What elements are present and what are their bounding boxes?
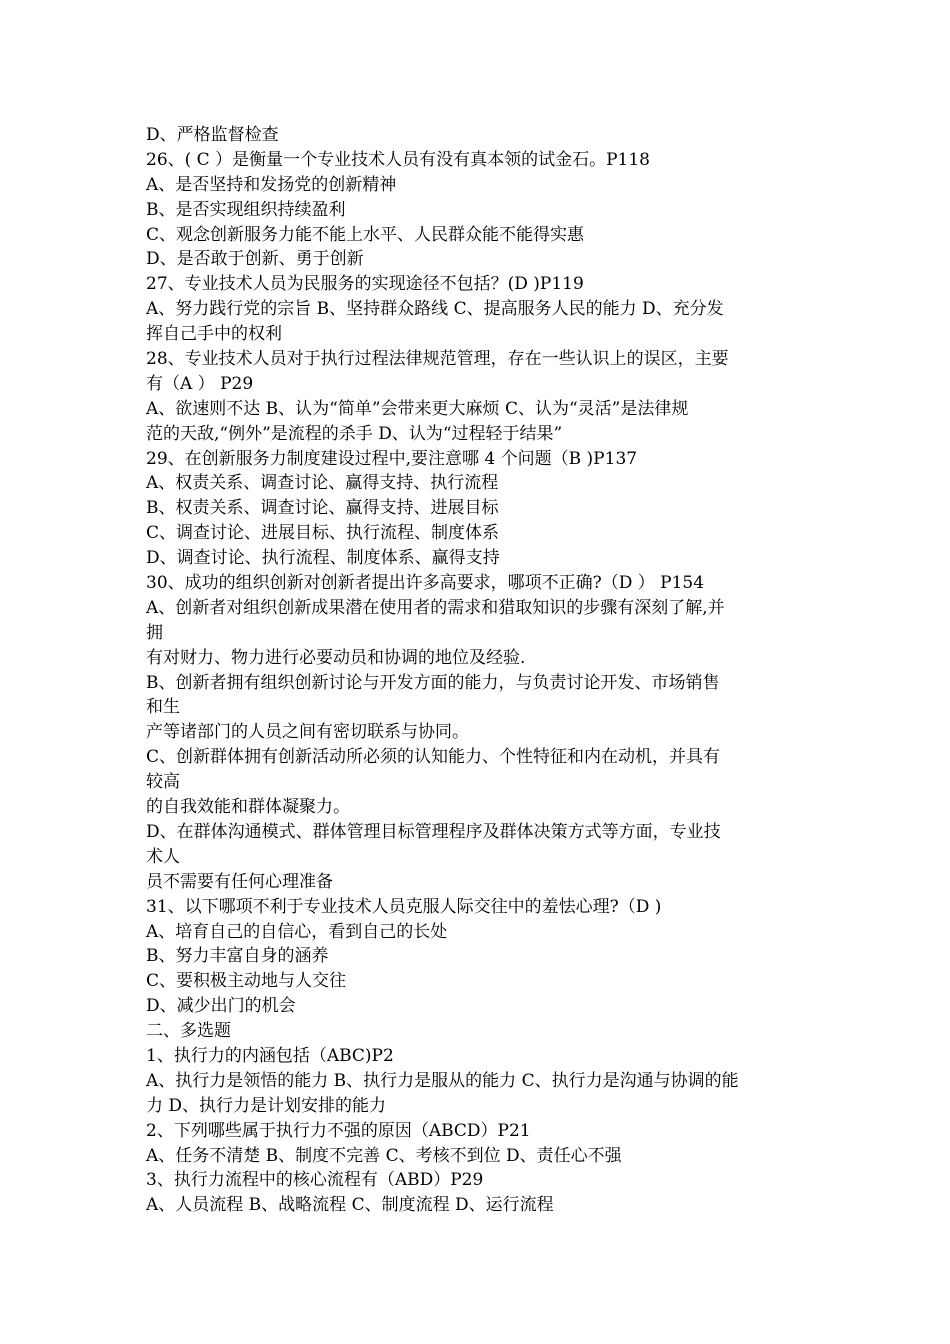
option-line: D、是否敢于创新、勇于创新 <box>146 249 364 270</box>
option-line: 和生 <box>146 697 180 718</box>
option-line: A、人员流程 B、战略流程 C、制度流程 D、运行流程 <box>146 1195 554 1216</box>
option-line: C、要积极主动地与人交往 <box>146 971 347 992</box>
option-line: 范的天敌,“例外”是流程的杀手 D、认为“过程轻于结果” <box>146 423 563 444</box>
option-line: A、欲速则不达 B、认为“简单”会带来更大麻烦 C、认为“灵活”是法律规 <box>146 398 689 419</box>
option-line: A、权责关系、调查讨论、赢得支持、执行流程 <box>146 473 499 494</box>
text-line: D、严格监督检查 <box>146 125 279 145</box>
option-line: A、任务不清楚 B、制度不完善 C、考核不到位 D、责任心不强 <box>146 1145 622 1166</box>
option-line: 力 D、执行力是计划安排的能力 <box>146 1095 387 1116</box>
option-line: 拥 <box>146 622 163 643</box>
option-line: 产等诸部门的人员之间有密切联系与协同。 <box>146 722 469 743</box>
question-26: 26、( C ）是衡量一个专业技术人员有没有真本领的试金石。P118 <box>146 149 650 170</box>
option-line: B、是否实现组织持续盈利 <box>146 199 346 220</box>
option-line: A、执行力是领悟的能力 B、执行力是服从的能力 C、执行力是沟通与协调的能 <box>146 1070 739 1091</box>
option-line: 有对财力、物力进行必要动员和协调的地位及经验. <box>146 647 526 668</box>
option-line: B、权责关系、调查讨论、赢得支持、进展目标 <box>146 498 499 519</box>
option-line: D、在群体沟通模式、群体管理目标管理程序及群体决策方式等方面，专业技 <box>146 821 721 842</box>
option-line: A、努力践行党的宗旨 B、坚持群众路线 C、提高服务人民的能力 D、充分发 <box>146 299 724 320</box>
option-line: B、努力丰富自身的涵养 <box>146 946 329 967</box>
option-line: 挥自己手中的权利 <box>146 324 282 345</box>
question-28-cont: 有（A ） P29 <box>146 373 254 394</box>
question-28: 28、专业技术人员对于执行过程法律规范管理，存在一些认识上的误区，主要 <box>146 349 729 370</box>
mc-question-3: 3、执行力流程中的核心流程有（ABD）P29 <box>146 1170 484 1191</box>
option-line: A、培育自己的自信心，看到自己的长处 <box>146 921 448 942</box>
option-line: 术人 <box>146 846 180 867</box>
option-line: 的自我效能和群体凝聚力。 <box>146 797 350 818</box>
option-line: B、创新者拥有组织创新讨论与开发方面的能力，与负责讨论开发、市场销售 <box>146 672 720 693</box>
question-29: 29、在创新服务力制度建设过程中,要注意哪 4 个问题（B )P137 <box>146 448 638 469</box>
document-body <box>146 123 816 1218</box>
question-30: 30、成功的组织创新对创新者提出许多高要求，哪项不正确?（D ） P154 <box>146 573 705 594</box>
mc-question-1: 1、执行力的内涵包括（ABC)P2 <box>146 1045 394 1066</box>
section-heading-multiple-choice: 二、多选题 <box>146 1021 231 1042</box>
option-line: A、是否坚持和发扬党的创新精神 <box>146 174 397 195</box>
option-line: D、调查讨论、执行流程、制度体系、赢得支持 <box>146 548 500 569</box>
option-line: 较高 <box>146 772 180 793</box>
question-27: 27、专业技术人员为民服务的实现途径不包括？(D )P119 <box>146 274 584 295</box>
option-line: C、观念创新服务力能不能上水平、人民群众能不能得实惠 <box>146 224 585 245</box>
mc-question-2: 2、下列哪些属于执行力不强的原因（ABCD）P21 <box>146 1120 531 1141</box>
option-line: C、创新群体拥有创新活动所必须的认知能力、个性特征和内在动机，并具有 <box>146 747 721 768</box>
option-line: A、创新者对组织创新成果潜在使用者的需求和猎取知识的步骤有深刻了解,并 <box>146 597 725 618</box>
option-line: D、减少出门的机会 <box>146 996 296 1017</box>
option-line: C、调查讨论、进展目标、执行流程、制度体系 <box>146 523 500 544</box>
question-31: 31、以下哪项不利于专业技术人员克服人际交往中的羞怯心理?（D ) <box>146 896 662 917</box>
option-line: 员不需要有任何心理准备 <box>146 871 333 892</box>
